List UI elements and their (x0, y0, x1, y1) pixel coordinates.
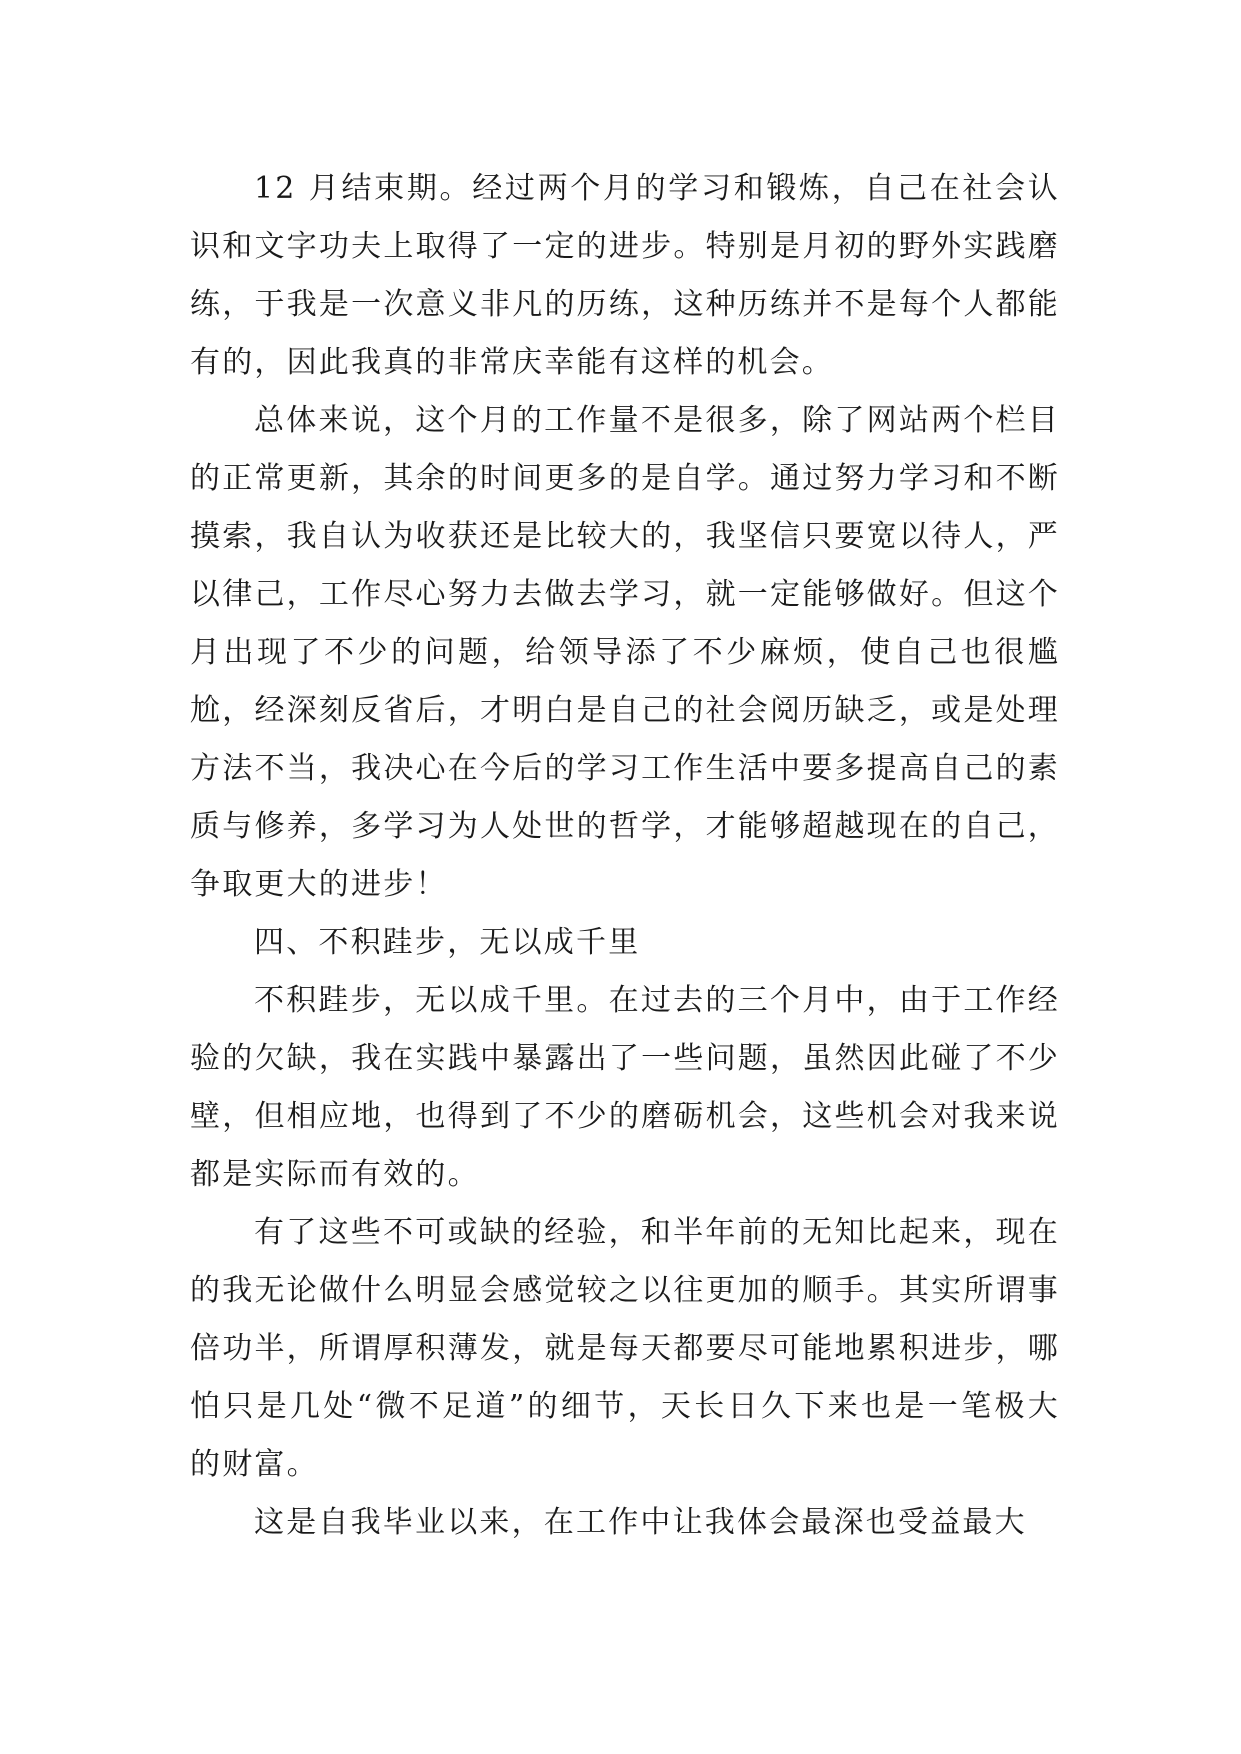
paragraph: 这是自我毕业以来，在工作中让我体会最深也受益最大 (254, 1505, 1027, 1540)
paragraph: 总体来说，这个月的工作量不是很多，除了网站两个栏目的正常更新，其余的时间更多的是自学。通过努力学习和不断摸索，我自认为收获还是比较大的，我坚信只要宽以待人，严以律己，工作尽心努力去做去学习，就一定能够做好。但这个月出现了不少的问题，给领导添了不少麻烦，使自己也很尴尬，经深刻反省后，才明白是自己的社会阅历缺乏，或是处理方法不当，我决心在今后的学习工作生活中要多提高自己的素质与修养，多学习为人处世的哲学，才能够超越现在的自己，争取更大的进步！ (190, 403, 1060, 902)
paragraph: 12 月结束期。经过两个月的学习和锻炼，自己在社会认识和文字功夫上取得了一定的进步。特别是月初的野外实践磨练，于我是一次意义非凡的历练，这种历练并不是每个人都能有的，因此我真的非常庆幸能有这样的机会。 (190, 171, 1060, 380)
paragraph: 不积跬步，无以成千里。在过去的三个月中，由于工作经验的欠缺，我在实践中暴露出了一些问题，虽然因此碰了不少壁，但相应地，也得到了不少的磨砺机会，这些机会对我来说都是实际而有效的。 (190, 983, 1060, 1192)
document-body (190, 160, 1060, 1552)
paragraph: 有了这些不可或缺的经验，和半年前的无知比起来，现在的我无论做什么明显会感觉较之以往更加的顺手。其实所谓事倍功半，所谓厚积薄发，就是每天都要尽可能地累积进步，哪怕只是几处“微不足道”的细节，天长日久下来也是一笔极大的财富。 (190, 1215, 1060, 1482)
section-heading: 四、不积跬步，无以成千里 (254, 925, 641, 960)
